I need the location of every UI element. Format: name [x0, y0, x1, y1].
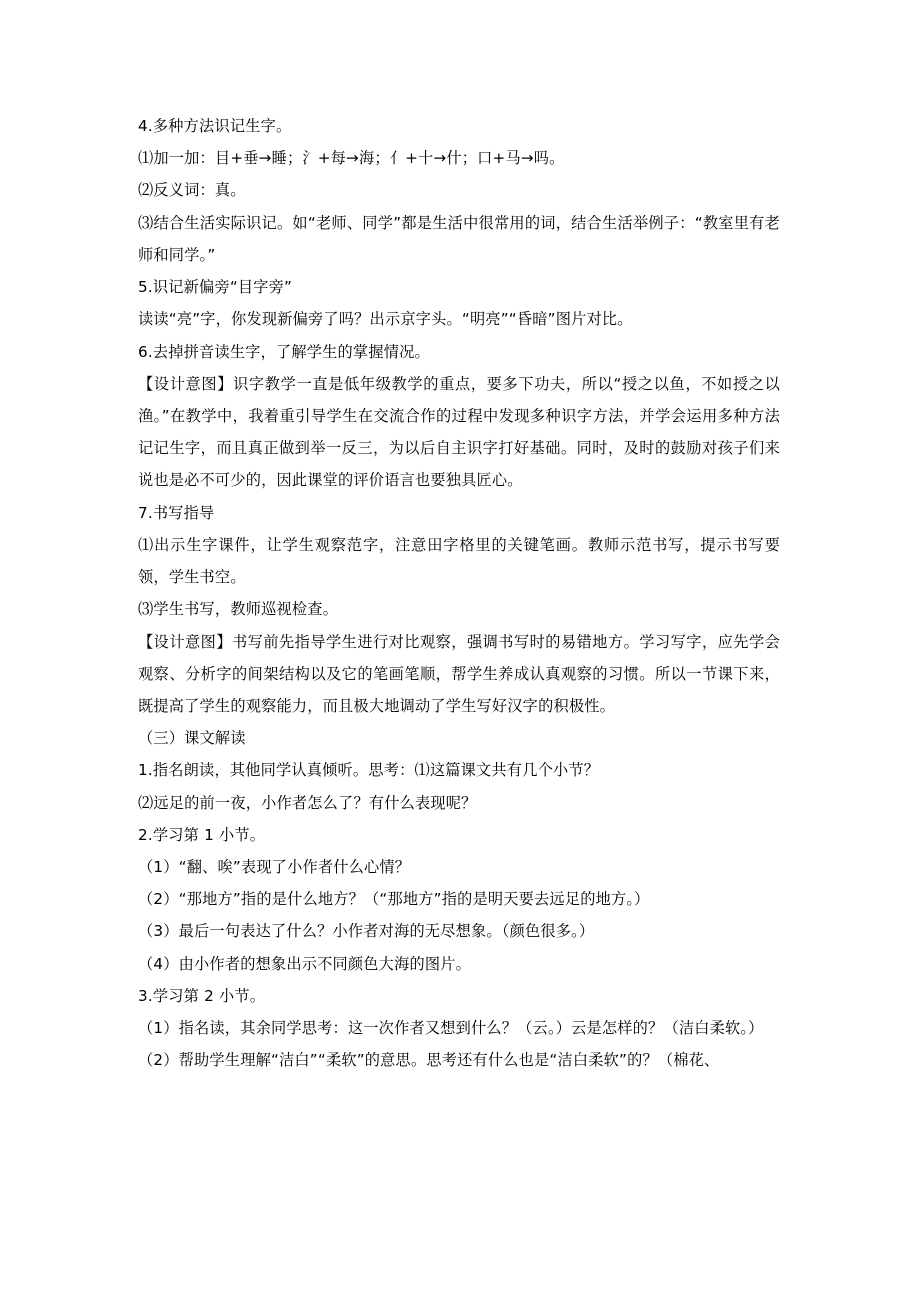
paragraph: ⑶结合生活实际识记。如“老师、同学”都是生活中很常用的词，结合生活举例子：“教室里有老师和同学。”	[138, 213, 780, 264]
paragraph: （2）帮助学生理解“洁白”“柔软”的意思。思考还有什么也是“洁白柔软”的？（棉花、	[138, 1051, 720, 1070]
paragraph: （2）“那地方”指的是什么地方？（“那地方”指的是明天要去远足的地方。）	[138, 890, 650, 909]
paragraph: 【设计意图】书写前先指导学生进行对比观察，强调书写时的易错地方。学习写字，应先学会观察、分析字的间架结构以及它的笔画笔顺，帮学生养成认真观察的习惯。所以一节课下来，既提高了学生的观察能力，而且极大地调动了学生写好汉字的积极性。	[138, 632, 780, 715]
paragraph: ⑴加一加：目+垂→睡；氵+每→海；亻+十→什；口+马→吗。	[138, 149, 565, 168]
paragraph: ⑶学生书写，教师巡视检查。	[138, 600, 339, 619]
paragraph: （三）课文解读	[138, 729, 246, 748]
paragraph: 读读“亮”字，你发现新偏旁了吗？出示京字头。“明亮”“昏暗”图片对比。	[138, 310, 633, 329]
paragraph: ⑵反义词：真。	[138, 181, 246, 200]
paragraph: 【设计意图】识字教学一直是低年级教学的重点，要多下功夫，所以“授之以鱼，不如授之以渔。”在教学中，我着重引导学生在交流合作的过程中发现多种识字方法，并学会运用多种方法记记生字，而且真正做到举一反三，为以后自主识字打好基础。同时，及时的鼓励对孩子们来说也是必不可少的，因此课堂的评价语言也要独具匠心。	[138, 374, 780, 490]
paragraph: 7.书写指导	[138, 503, 215, 522]
paragraph: （3）最后一句表达了什么？小作者对海的无尽想象。（颜色很多。）	[138, 922, 595, 941]
paragraph: （4）由小作者的想象出示不同颜色大海的图片。	[138, 954, 472, 973]
document-body	[138, 110, 780, 1077]
paragraph: 5.识记新偏旁“目字旁”	[138, 278, 293, 297]
paragraph: 6.去掉拼音读生字，了解学生的掌握情况。	[138, 342, 430, 361]
paragraph: 3.学习第 2 小节。	[138, 986, 266, 1005]
paragraph: ⑵远足的前一夜，小作者怎么了？有什么表现呢？	[138, 793, 477, 812]
paragraph: 2.学习第 1 小节。	[138, 825, 266, 844]
paragraph: （1）指名读，其余同学思考：这一次作者又想到什么？（云。）云是怎样的？（洁白柔软。）	[138, 1019, 764, 1038]
paragraph: 4.多种方法识记生字。	[138, 117, 292, 135]
paragraph: ⑴出示生字课件，让学生观察范字，注意田字格里的关键笔画。教师示范书写，提示书写要领，学生书空。	[138, 535, 780, 587]
paragraph: （1）“翻、唉”表现了小作者什么心情？	[138, 858, 411, 877]
paragraph: 1.指名朗读，其他同学认真倾听。思考：⑴这篇课文共有几个小节？	[138, 761, 600, 780]
